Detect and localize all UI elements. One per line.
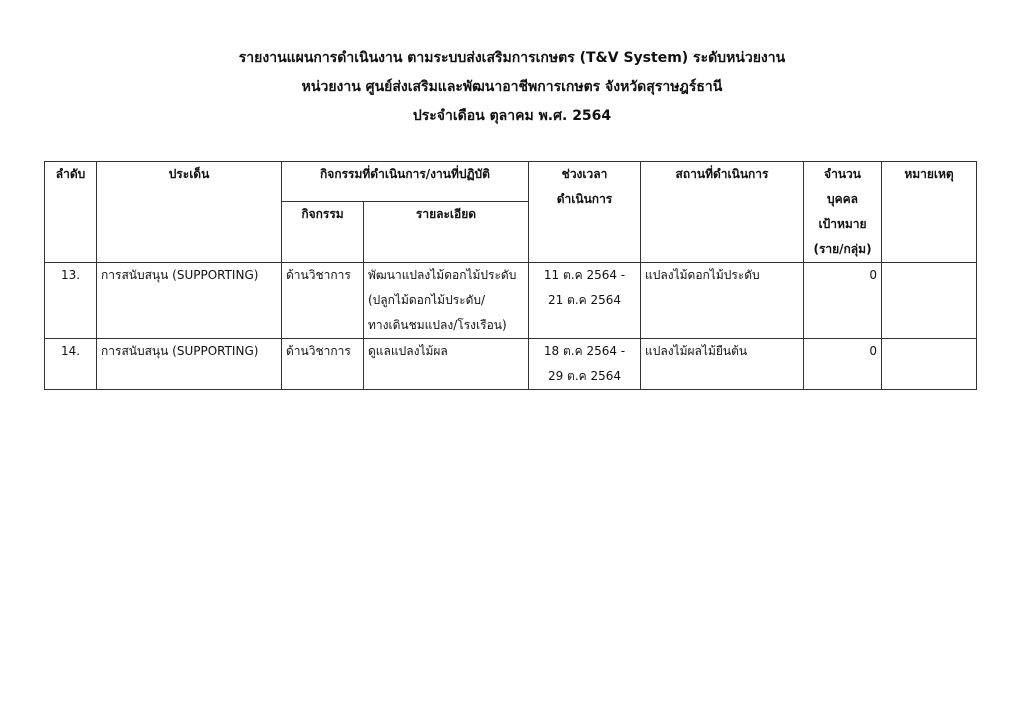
col-header-target: จำนวน บุคคล เป้าหมาย (ราย/กลุ่ม) xyxy=(804,162,882,263)
cell-period: 11 ต.ค 2564 - 21 ต.ค 2564 xyxy=(529,263,641,339)
cell-no: 14. xyxy=(45,339,97,390)
report-period: ประจำเดือน ตุลาคม พ.ศ. 2564 xyxy=(412,108,612,124)
cell-activity: ด้านวิชาการ xyxy=(282,339,364,390)
cell-remark xyxy=(882,263,977,339)
table-header-row xyxy=(45,162,977,202)
cell-remark xyxy=(882,339,977,390)
col-header-no: ลำดับ xyxy=(45,162,97,263)
cell-no: 13. xyxy=(45,263,97,339)
table-row xyxy=(45,263,977,339)
col-header-detail: รายละเอียด xyxy=(364,202,529,263)
col-header-remark: หมายเหตุ xyxy=(882,162,977,263)
cell-detail: ดูแลแปลงไม้ผล xyxy=(364,339,529,390)
cell-issue: การสนับสนุน (SUPPORTING) xyxy=(97,263,282,339)
cell-issue: การสนับสนุน (SUPPORTING) xyxy=(97,339,282,390)
report-title: รายงานแผนการดำเนินงาน ตามระบบส่งเสริมการเกษตร (T&V System) ระดับหน่วยงาน xyxy=(238,50,786,66)
table-row xyxy=(45,339,977,390)
col-header-period: ช่วงเวลา ดำเนินการ xyxy=(529,162,641,263)
plan-table xyxy=(44,161,977,390)
cell-location: แปลงไม้ดอกไม้ประดับ xyxy=(641,263,804,339)
col-header-activity-group: กิจกรรมที่ดำเนินการ/งานที่ปฏิบัติ xyxy=(282,162,529,202)
cell-target: 0 xyxy=(804,339,882,390)
report-agency: หน่วยงาน ศูนย์ส่งเสริมและพัฒนาอาชีพการเกษตร จังหวัดสุราษฎร์ธานี xyxy=(301,79,723,95)
col-header-issue: ประเด็น xyxy=(97,162,282,263)
cell-activity: ด้านวิชาการ xyxy=(282,263,364,339)
col-header-activity: กิจกรรม xyxy=(282,202,364,263)
cell-location: แปลงไม้ผลไม้ยืนต้น xyxy=(641,339,804,390)
cell-target: 0 xyxy=(804,263,882,339)
col-header-location: สถานที่ดำเนินการ xyxy=(641,162,804,263)
report-header xyxy=(0,44,1024,131)
cell-period: 18 ต.ค 2564 - 29 ต.ค 2564 xyxy=(529,339,641,390)
cell-detail: พัฒนาแปลงไม้ดอกไม้ประดับ (ปลูกไม้ดอกไม้ประดับ/ ทางเดินชมแปลง/โรงเรือน) xyxy=(364,263,529,339)
